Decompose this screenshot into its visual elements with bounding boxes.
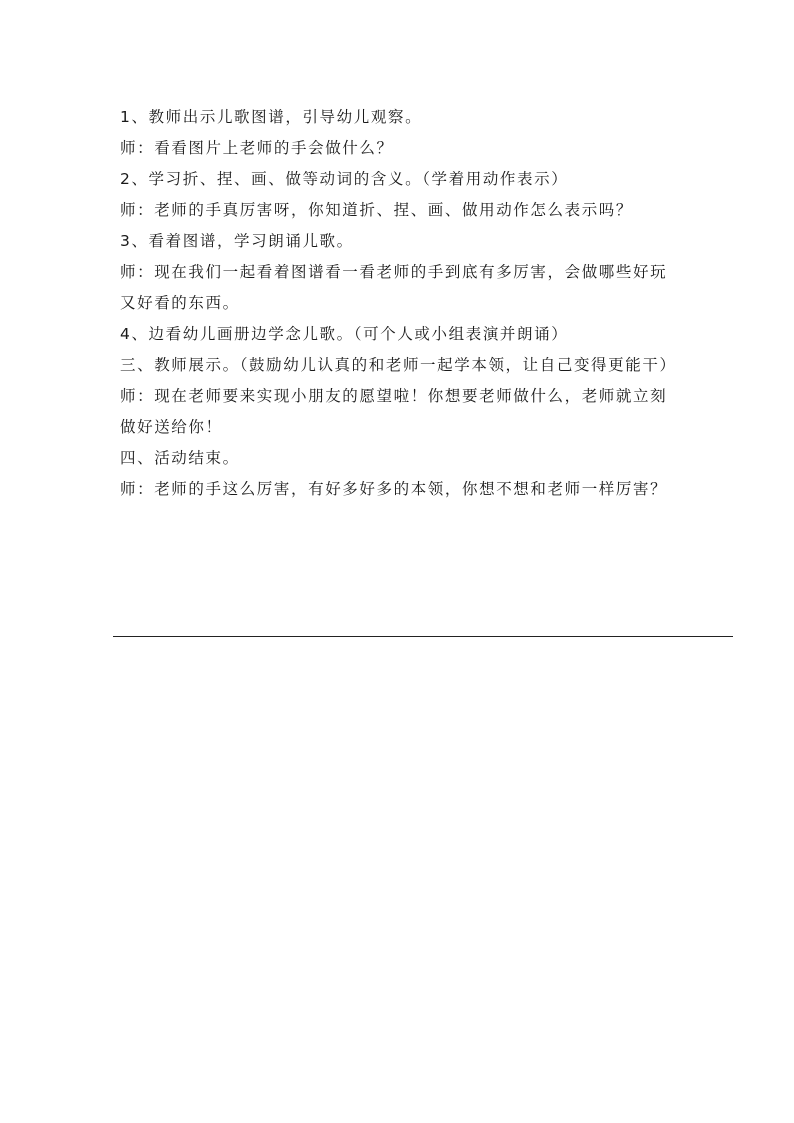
teacher-line-4-continued: 做好送给你！ xyxy=(120,418,223,436)
bottom-divider xyxy=(113,636,733,637)
teacher-line-5: 师：老师的手这么厉害，有好多好多的本领，你想不想和老师一样厉害？ xyxy=(120,480,668,498)
teacher-line-3-continued: 又好看的东西。 xyxy=(120,294,240,312)
step-2-line: 2、学习折、捏、画、做等动词的含义。（学着用动作表示） xyxy=(120,170,569,188)
document-body xyxy=(120,102,732,505)
step-1-line: 1、教师出示儿歌图谱，引导幼儿观察。 xyxy=(120,108,423,126)
section-3-heading: 三、教师展示。（鼓励幼儿认真的和老师一起学本领，让自己变得更能干） xyxy=(120,356,677,374)
teacher-line-2: 师：老师的手真厉害呀，你知道折、捏、画、做用动作怎么表示吗？ xyxy=(120,201,634,219)
step-4-line: 4、边看幼儿画册边学念儿歌。（可个人或小组表演并朗诵） xyxy=(120,325,569,343)
teacher-line-1: 师：看看图片上老师的手会做什么？ xyxy=(120,139,394,157)
teacher-line-3: 师：现在我们一起看着图谱看一看老师的手到底有多厉害，会做哪些好玩 xyxy=(120,263,668,281)
step-3-line: 3、看着图谱，学习朗诵儿歌。 xyxy=(120,232,354,250)
teacher-line-4: 师：现在老师要来实现小朋友的愿望啦！你想要老师做什么，老师就立刻 xyxy=(120,387,668,405)
section-4-heading: 四、活动结束。 xyxy=(120,449,240,467)
